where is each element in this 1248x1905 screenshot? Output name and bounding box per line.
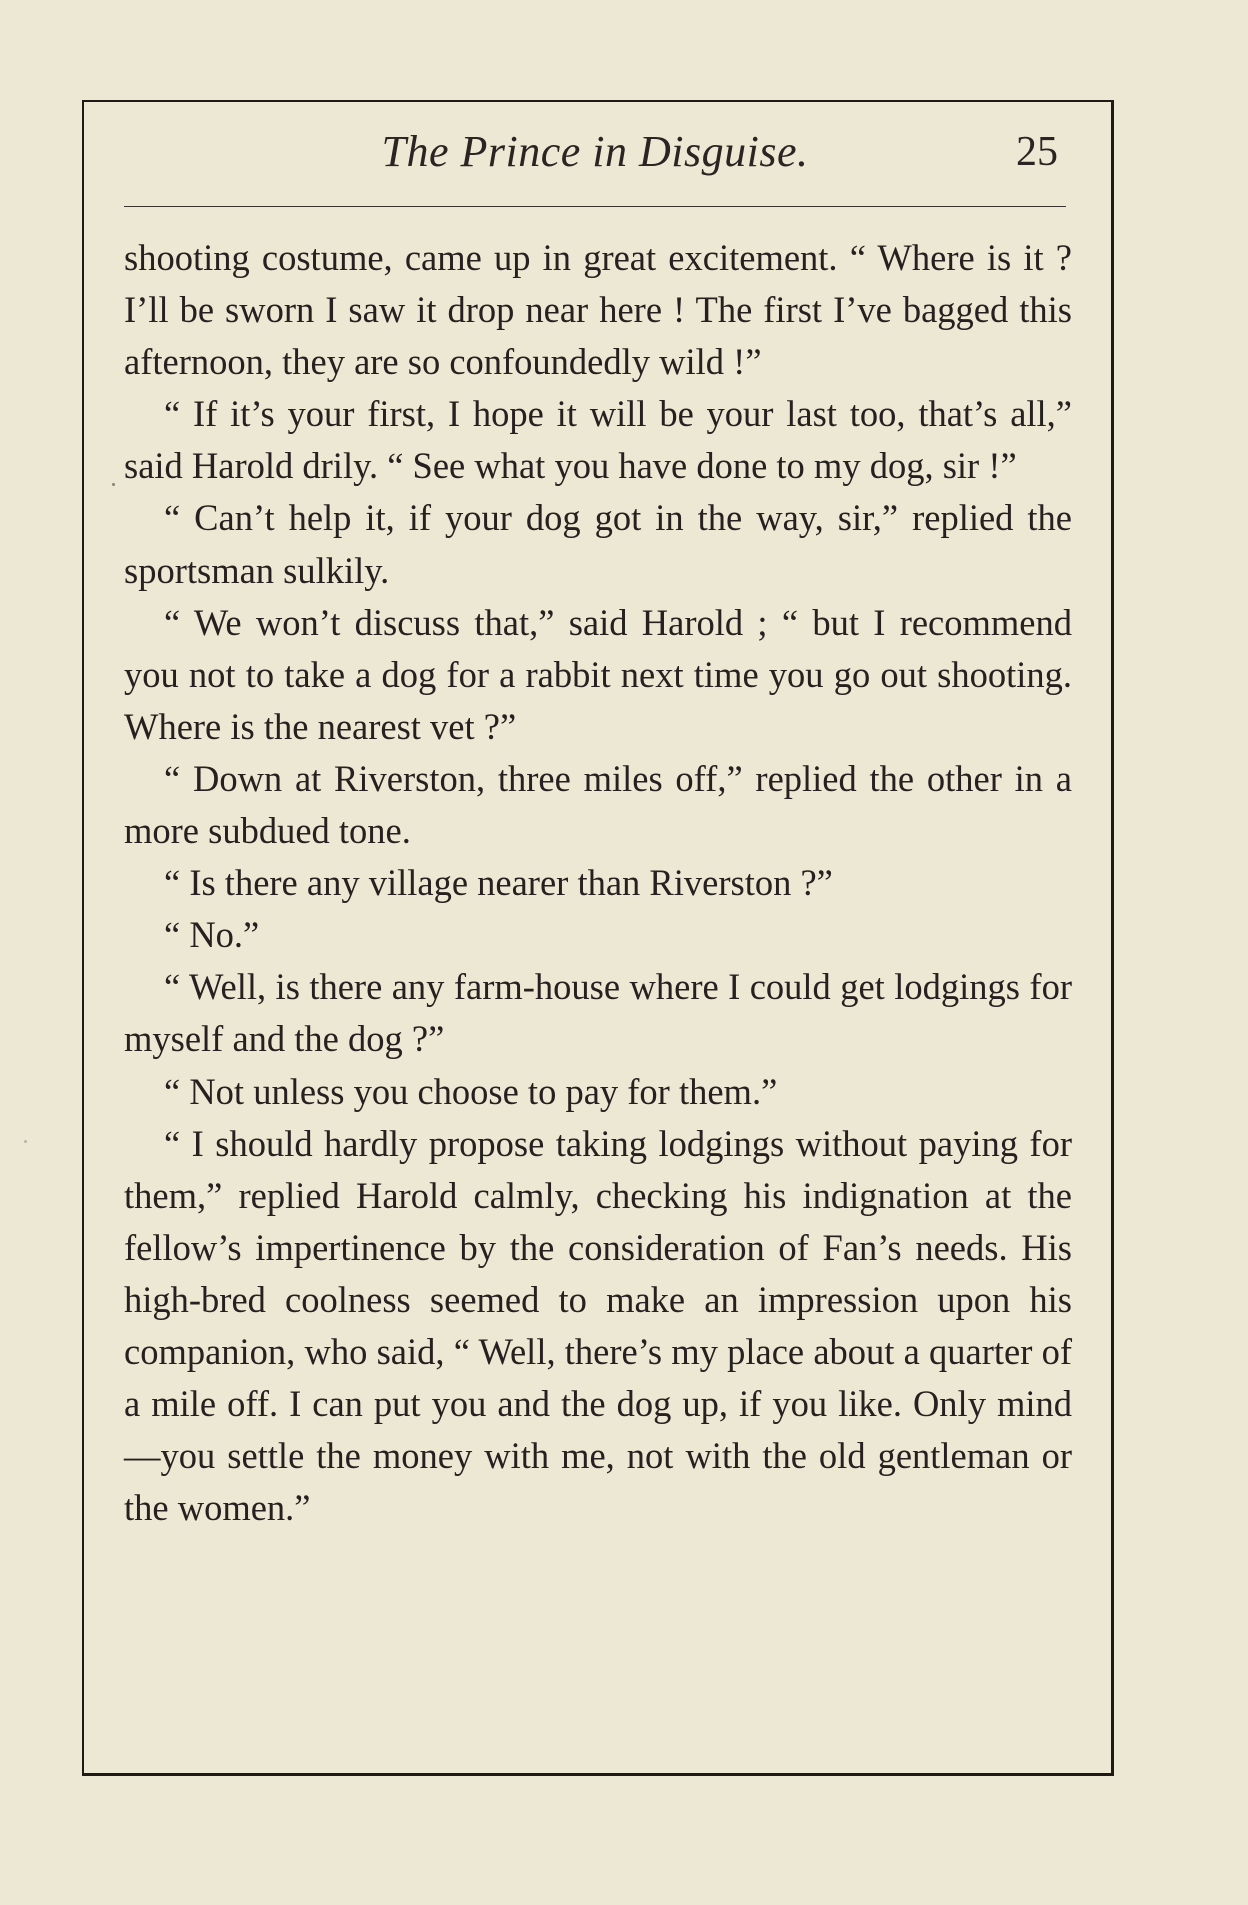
paragraph: “ Well, is there any farm-house where I could get lodgings for myself and the dog ?”	[124, 966, 1072, 1060]
running-title: The Prince in Disguise.	[381, 127, 809, 176]
paper-speck	[112, 483, 115, 486]
paragraph: “ Down at Riverston, three miles off,” replied the other in a more subdued tone.	[124, 757, 1072, 852]
paragraph: “ Can’t help it, if your dog got in the way, sir,” replied the sportsman sulkily.	[124, 497, 1072, 591]
paragraph: shooting costume, came up in great excitement. “ Where is it ? I’ll be sworn I saw it drop near here ! The first I’ve bagged this afternoon, they are so confoundedly wild !”	[124, 237, 1072, 383]
paragraph: “ Not unless you choose to pay for them.”	[164, 1070, 778, 1112]
body-text	[124, 232, 1072, 1534]
paragraph: “ If it’s your first, I hope it will be your last too, that’s all,” said Harold drily. “ See what you have done to my dog, sir !”	[124, 393, 1072, 487]
paragraph: “ I should hardly propose taking lodgings without paying for them,” replied Harold calmly, checking his indignation at the fellow’s impertinence by the consideration of Fan’s needs. His high-bred coolness seemed to make an impression upon his companion, who said, “ Well, there’s my place about a quarter of a mile off. I can put you and the dog up, if you like. Only mind—you settle the money with me, not with the old gentleman or the women.”	[124, 1122, 1072, 1529]
running-header	[124, 122, 1066, 182]
paragraph: “ We won’t discuss that,” said Harold ; “ but I recommend you not to take a dog for a rabbit next time you go out shooting. Where is the nearest vet ?”	[124, 601, 1072, 747]
page-number: 25	[1016, 129, 1058, 175]
header-rule	[124, 206, 1066, 207]
paper-speck	[24, 1140, 27, 1143]
paragraph: “ No.”	[164, 914, 260, 956]
paragraph: “ Is there any village nearer than Riverston ?”	[164, 862, 833, 904]
